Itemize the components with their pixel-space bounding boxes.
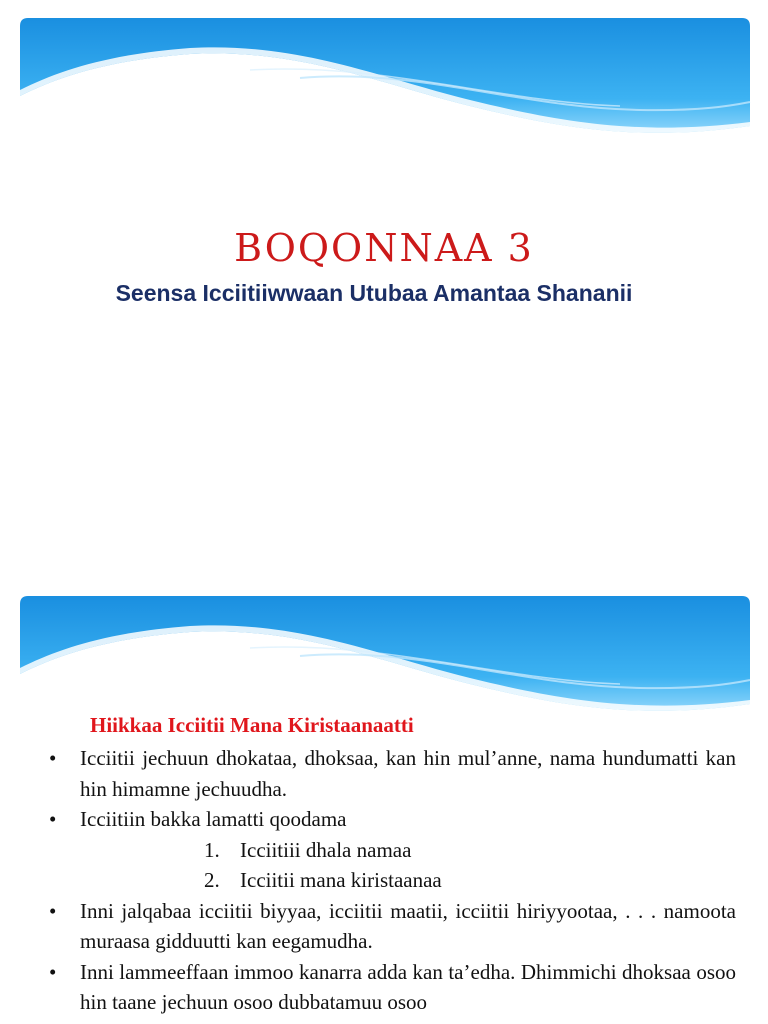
bullet-icon: • [49, 807, 57, 831]
section-heading: Hiikkaa Icciitii Mana Kiristaanaatti [90, 713, 414, 737]
bullet-icon: • [49, 959, 57, 984]
slide-title-heading: BOQONNAA 3 [234, 226, 534, 270]
item-text: Icciitii mana kiristaanaa [240, 868, 442, 892]
bullet-icon: • [49, 898, 57, 923]
list-item-text: Icciitii jechuun dhokataa, dhoksaa, kan hin mul’anne, nama hundumatti kan hin himamne jechuudha. [80, 746, 736, 801]
wave-banner [0, 596, 768, 716]
list-item-text: Inni lammeeffaan immoo kanarra adda kan ta’edha. Dhimmichi dhoksaa osoo hin taane jechuun osoo dubbatamuu osoo [80, 959, 736, 1014]
numbered-item [44, 835, 736, 866]
list-item [44, 896, 736, 957]
wave-banner [0, 18, 768, 138]
item-text: Icciitiii dhala namaa [240, 837, 412, 862]
list-item-text: Icciitiin bakka lamatti qoodama [80, 807, 347, 831]
list-item [44, 743, 736, 804]
list-item-text: Inni jalqabaa icciitii biyyaa, icciitii maatii, icciitii hiriyyootaa, . . . namoota muraasa gidduutti kan eegamudha. [80, 898, 736, 953]
slide-subtitle: Seensa Icciitiiwwaan Utubaa Amantaa Shananii [115, 280, 633, 306]
slide-content [0, 580, 768, 1024]
numbered-item [44, 865, 736, 896]
item-number: 1. [204, 837, 220, 862]
list-item [44, 804, 736, 835]
list-item [44, 957, 736, 1018]
item-number: 2. [204, 868, 220, 892]
bullet-list [44, 743, 736, 1018]
bullet-icon: • [49, 746, 57, 770]
